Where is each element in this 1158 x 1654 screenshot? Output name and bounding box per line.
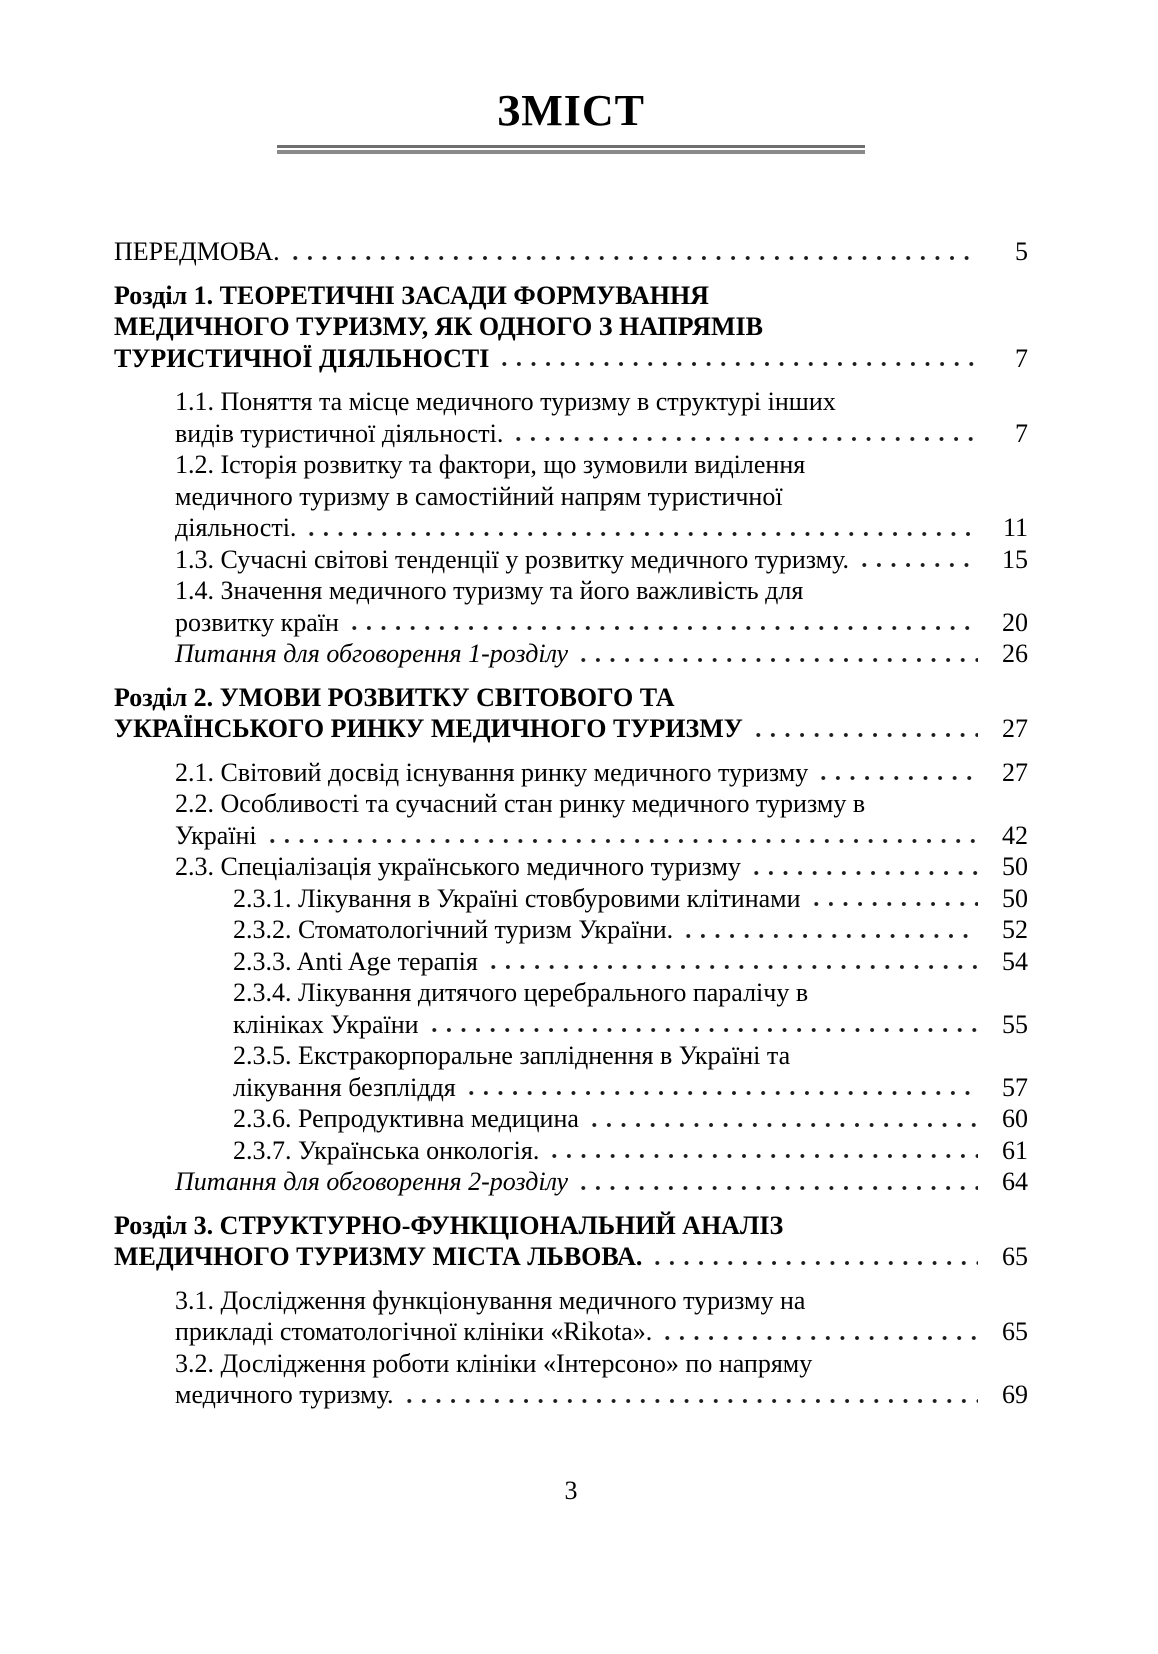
dot-leader <box>660 1335 978 1341</box>
dot-leader <box>486 964 978 970</box>
toc-entry-last-line <box>175 638 1028 670</box>
footer-page-number: 3 <box>564 1476 578 1505</box>
toc-entry-text-line: 2.2. Особливості та сучасний стан ринку медичного туризму в <box>175 789 866 818</box>
toc-entry-text-line: 3.1. Дослідження функціонування медичного туризму на <box>175 1285 806 1315</box>
toc-entry-page-number: 65 <box>1002 1242 1028 1271</box>
toc-entry-title: 2.3.7. Українська онкологія. <box>233 1135 540 1165</box>
toc-entry <box>114 757 1028 789</box>
dot-leader <box>816 775 978 781</box>
dot-leader <box>681 933 978 939</box>
toc-entry <box>114 788 1028 851</box>
toc-entry-title: 2.3. Спеціалізація українського медичного туризму <box>175 852 741 881</box>
toc-entry-page-number: 52 <box>1002 915 1028 944</box>
toc-entry-last-line <box>175 1166 1028 1198</box>
toc-list <box>114 236 1028 1411</box>
toc-entry <box>114 544 1028 576</box>
toc-entry-page-number: 50 <box>1002 883 1028 913</box>
toc-entry-last-line <box>233 1135 1028 1167</box>
toc-entry-page-number: 15 <box>1002 544 1028 574</box>
dot-leader <box>427 1027 978 1033</box>
toc-entry <box>114 946 1028 978</box>
toc-entry <box>114 449 1028 544</box>
toc-entry-text-line: 1.4. Значення медичного туризму та його важливість для <box>175 576 804 605</box>
toc-entry <box>114 575 1028 638</box>
toc-entry-text-line: Розділ 3. СТРУКТУРНО-ФУНКЦІОНАЛЬНИЙ АНАЛІЗ <box>114 1210 784 1240</box>
toc-entry-page-number: 61 <box>1002 1135 1028 1165</box>
toc-entry <box>114 280 1028 375</box>
toc-entry <box>114 638 1028 670</box>
toc-entry-title: 2.3.6. Репродуктивна медицина <box>233 1104 579 1133</box>
toc-entry-text-line: Розділ 1. ТЕОРЕТИЧНІ ЗАСАДИ ФОРМУВАННЯ <box>114 280 709 310</box>
dot-leader <box>288 255 978 261</box>
toc-entry <box>114 1210 1028 1273</box>
toc-entry-last-line <box>175 544 1028 576</box>
toc-entry-last-line <box>175 418 1028 450</box>
toc-entry-text-line: 1.1. Поняття та місце медичного туризму в структурі інших <box>175 387 836 416</box>
toc-entry-page-number: 42 <box>1002 820 1028 850</box>
toc-entry-last-line <box>233 1072 1028 1104</box>
toc-entry-title: 2.1. Світовий досвід існування ринку медичного туризму <box>175 757 809 787</box>
toc-entry-last-line <box>175 1379 1028 1411</box>
toc-entry-title: 2.3.2. Стоматологічний туризм України. <box>233 915 674 944</box>
toc-entry-page-number: 60 <box>1002 1104 1028 1133</box>
toc-entry-title: клініках України <box>233 1009 419 1039</box>
dot-leader <box>547 1153 978 1159</box>
dot-leader <box>809 901 978 907</box>
toc-entry-last-line <box>175 757 1028 789</box>
toc-entry-last-line <box>233 914 1028 946</box>
toc-entry-page-number: 55 <box>1002 1009 1028 1039</box>
toc-entry-last-line <box>233 1103 1028 1135</box>
dot-leader <box>576 657 978 663</box>
dot-leader <box>749 870 978 876</box>
toc-entry-page-number: 57 <box>1002 1072 1028 1102</box>
toc-entry-text-line: 1.2. Історія розвитку та фактори, що зумовили виділення <box>175 450 806 479</box>
dot-leader <box>576 1185 978 1191</box>
toc-entry <box>114 386 1028 449</box>
toc-entry-title: МЕДИЧНОГО ТУРИЗМУ МІСТА ЛЬВОВА. <box>114 1242 643 1271</box>
dot-leader <box>464 1090 978 1096</box>
dot-leader <box>751 732 978 738</box>
toc-entry <box>114 1166 1028 1198</box>
dot-leader <box>511 436 978 442</box>
toc-entry <box>114 1103 1028 1135</box>
page-content <box>114 0 1028 1411</box>
toc-entry-page-number: 26 <box>1002 639 1028 668</box>
toc-entry <box>114 1040 1028 1103</box>
toc-entry-title: УКРАЇНСЬКОГО РИНКУ МЕДИЧНОГО ТУРИЗМУ <box>114 714 743 743</box>
toc-entry-text-line: МЕДИЧНОГО ТУРИЗМУ, ЯК ОДНОГО З НАПРЯМІВ <box>114 312 763 341</box>
toc-entry-last-line <box>114 343 1028 375</box>
toc-entry <box>114 883 1028 915</box>
toc-entry-text-line: 2.3.5. Екстракорпоральне запліднення в Україні та <box>233 1041 791 1070</box>
toc-entry-title: ТУРИСТИЧНОЇ ДІЯЛЬНОСТІ <box>114 343 490 373</box>
toc-entry-last-line <box>175 1316 1028 1348</box>
toc-entry-page-number: 5 <box>1015 237 1028 266</box>
title-divider <box>277 145 865 154</box>
toc-entry-last-line <box>114 713 1028 745</box>
toc-entry-text-line: Розділ 2. УМОВИ РОЗВИТКУ СВІТОВОГО ТА <box>114 682 675 712</box>
dot-leader <box>497 361 978 367</box>
toc-entry-last-line <box>175 820 1028 852</box>
toc-entry-page-number: 27 <box>1002 757 1028 787</box>
toc-entry-page-number: 20 <box>1002 607 1028 637</box>
toc-entry-page-number: 54 <box>1002 946 1028 976</box>
dot-leader <box>650 1260 978 1266</box>
toc-entry <box>114 236 1028 268</box>
toc-entry-title: Питання для обговорення 1-розділу <box>175 639 569 668</box>
toc-entry-title: 2.3.3. Anti Age терапія <box>233 946 478 976</box>
toc-entry <box>114 977 1028 1040</box>
toc-entry-text-line: 2.3.4. Лікування дитячого церебрального паралічу в <box>233 978 809 1007</box>
toc-entry-last-line <box>233 883 1028 915</box>
toc-entry-title: медичного туризму. <box>175 1380 394 1409</box>
dot-leader <box>402 1398 979 1404</box>
dot-leader <box>265 838 978 844</box>
toc-entry <box>114 682 1028 745</box>
toc-entry-last-line <box>114 236 1028 268</box>
toc-entry-title: прикладі стоматологічної клініки «Rikota». <box>175 1317 653 1346</box>
toc-entry-last-line <box>175 851 1028 883</box>
dot-leader <box>304 531 978 537</box>
dot-leader <box>587 1122 978 1128</box>
toc-entry-page-number: 7 <box>1015 343 1028 373</box>
toc-entry-page-number: 64 <box>1002 1167 1028 1196</box>
toc-entry <box>114 914 1028 946</box>
toc-entry-title: Питання для обговорення 2-розділу <box>175 1167 569 1196</box>
toc-entry-page-number: 65 <box>1002 1317 1028 1346</box>
page-title: ЗМІСТ <box>497 86 645 135</box>
toc-entry-page-number: 27 <box>1002 714 1028 743</box>
toc-entry-page-number: 7 <box>1015 418 1028 448</box>
toc-entry-text-line: 3.2. Дослідження роботи клініки «Інтерсоно» по напряму <box>175 1348 813 1378</box>
toc-entry-title: видів туристичної діяльності. <box>175 418 504 448</box>
toc-entry-last-line <box>114 1241 1028 1273</box>
toc-entry <box>114 851 1028 883</box>
toc-entry-title: розвитку країн <box>175 607 339 637</box>
dot-leader <box>347 625 978 631</box>
toc-entry <box>114 1135 1028 1167</box>
toc-entry-title: лікування безпліддя <box>233 1072 456 1102</box>
toc-entry-last-line <box>233 1009 1028 1041</box>
dot-leader <box>857 562 978 568</box>
toc-entry <box>114 1285 1028 1348</box>
toc-entry-last-line <box>175 512 1028 544</box>
toc-entry-page-number: 69 <box>1002 1380 1028 1409</box>
toc-entry-title: діяльності. <box>175 513 297 542</box>
toc-entry-page-number: 11 <box>1002 513 1028 542</box>
toc-entry-text-line: медичного туризму в самостійний напрям туристичної <box>175 481 783 511</box>
toc-entry-page-number: 50 <box>1002 852 1028 881</box>
toc-entry <box>114 1348 1028 1411</box>
toc-entry-last-line <box>175 607 1028 639</box>
toc-entry-title: Україні <box>175 820 257 850</box>
toc-entry-title: 1.3. Сучасні світові тенденції у розвитку медичного туризму. <box>175 544 849 574</box>
toc-entry-title: 2.3.1. Лікування в Україні стовбуровими клітинами <box>233 883 801 913</box>
toc-entry-title: ПЕРЕДМОВА. <box>114 237 280 266</box>
toc-entry-last-line <box>233 946 1028 978</box>
